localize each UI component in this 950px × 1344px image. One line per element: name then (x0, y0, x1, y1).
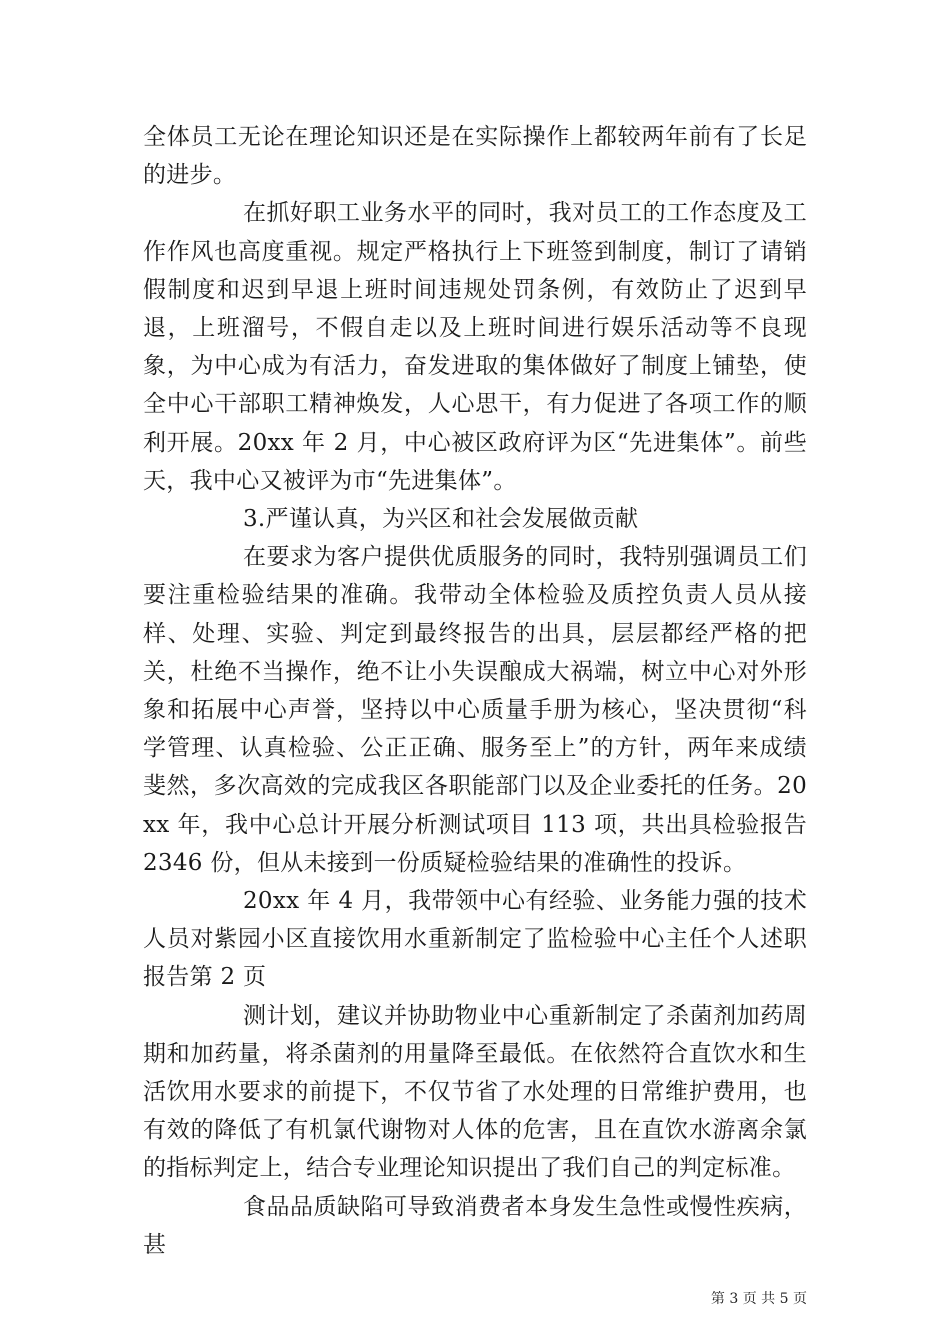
paragraph-2: 在抓好职工业务水平的同时，我对员工的工作态度及工作作风也高度重视。规定严格执行上下班签到制度，制订了请销假制度和迟到早退上班时间违规处罚条例，有效防止了迟到早退，上班溜号，不假自走以及上班时间进行娱乐活动等不良现象，为中心成为有活力，奋发进取的集体做好了制度上铺垫，使全中心干部职工精神焕发，人心思干，有力促进了各项工作的顺利开展。20xx 年 2 月，中心被区政府评为区“先进集体”。前些天，我中心又被评为市“先进集体”。 (143, 200, 807, 494)
section-heading: 3.严谨认真，为兴区和社会发展做贡献 (243, 506, 639, 533)
paragraph-4: 20xx 年 4 月，我带领中心有经验、业务能力强的技术人员对紫园小区直接饮用水重新制定了监检验中心主任个人述职报告第 2 页 (143, 888, 807, 991)
page-footer: 第 3 页 共 5 页 (710, 1291, 807, 1307)
document-body (143, 118, 807, 1264)
paragraph-1: 全体员工无论在理论知识还是在实际操作上都较两年前有了长足的进步。 (143, 124, 807, 189)
paragraph-6: 食品品质缺陷可导致消费者本身发生急性或慢性疾病，甚 (143, 1193, 807, 1258)
paragraph-3: 在要求为客户提供优质服务的同时，我特别强调员工们要注重检验结果的准确。我带动全体检验及质控负责人员从接样、处理、实验、判定到最终报告的出具，层层都经严格的把关，杜绝不当操作，绝不让小失误酿成大祸端，树立中心对外形象和拓展中心声誉，坚持以中心质量手册为核心，坚决贯彻“科学管理、认真检验、公正正确、服务至上”的方针，两年来成绩斐然，多次高效的完成我区各职能部门以及企业委托的任务。20xx 年，我中心总计开展分析测试项目 113 项，共出具检验报告 2346 份，但从未接到一份质疑检验结果的准确性的投诉。 (143, 544, 807, 876)
paragraph-5: 测计划，建议并协助物业中心重新制定了杀菌剂加药周期和加药量，将杀菌剂的用量降至最低。在依然符合直饮水和生活饮用水要求的前提下，不仅节省了水处理的日常维护费用，也有效的降低了有机氯代谢物对人体的危害，且在直饮水游离余氯的指标判定上，结合专业理论知识提出了我们自己的判定标准。 (143, 1002, 807, 1182)
